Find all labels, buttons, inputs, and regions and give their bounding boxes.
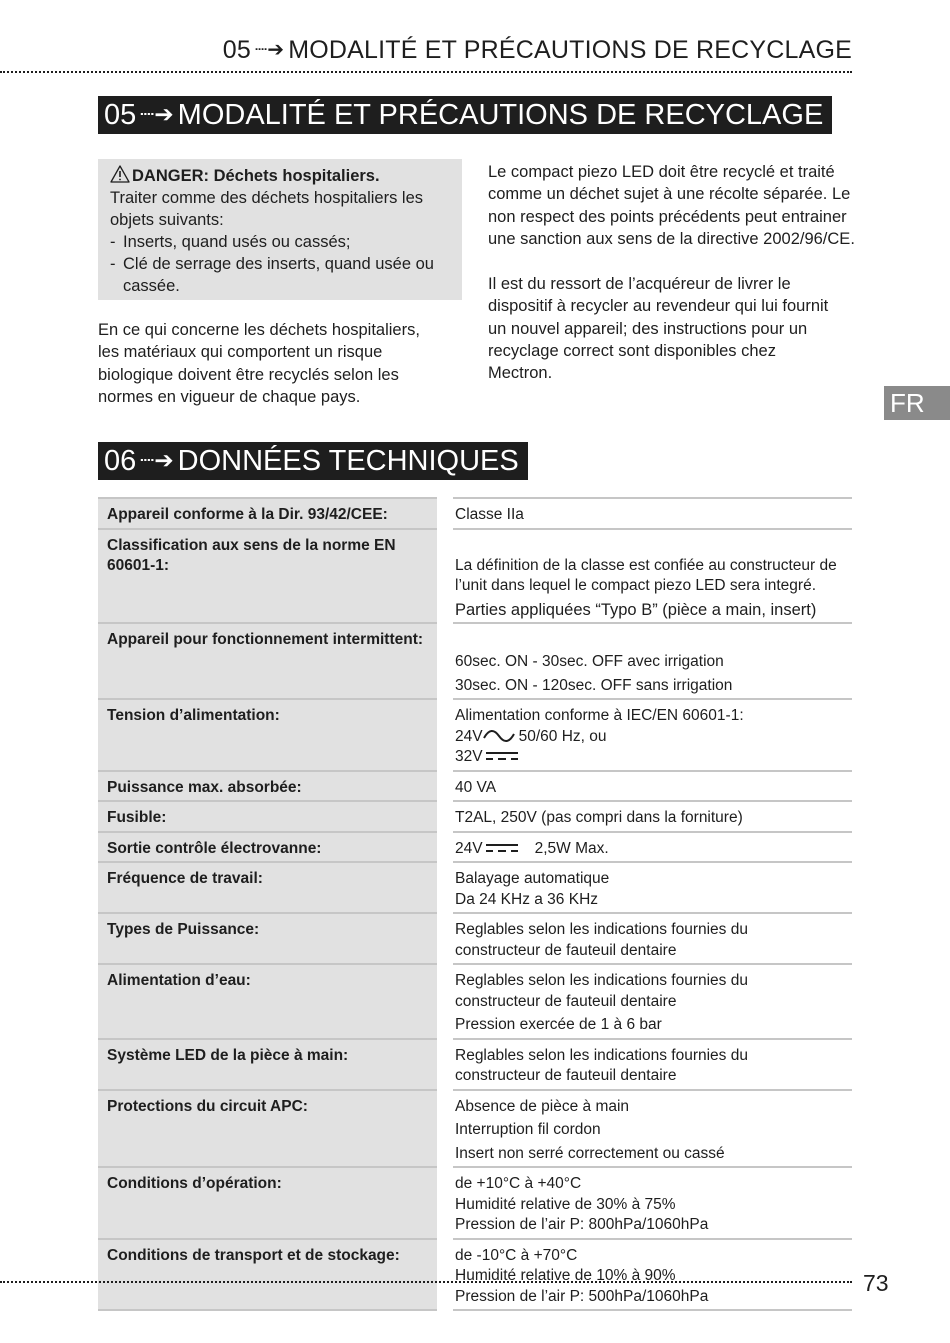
spec-value-line: Interruption fil cordon bbox=[455, 1121, 601, 1138]
spec-value-line: Reglables selon les indications fournies du constructeur de fauteuil dentaire bbox=[455, 972, 748, 1010]
spec-value bbox=[445, 1090, 852, 1168]
spec-label: Classification aux sens de la norme EN 60601-1: bbox=[98, 529, 445, 624]
spec-value-line: Insert non serré correctement ou cassé bbox=[455, 1144, 725, 1162]
spec-value bbox=[445, 1239, 852, 1311]
spec-value bbox=[445, 801, 852, 832]
spec-value-line: Humidité relative de 10% à 90% bbox=[455, 1267, 676, 1284]
buyer-responsibility-paragraph: Il est du ressort de l’acquéreur de livrer le dispositif à recycler au revendeur qui lui fournit un nouvel appareil; des instructions pour un recyclage correct sont disponibles chez Mectron. bbox=[488, 275, 829, 383]
ac-voltage: 24V bbox=[455, 727, 483, 745]
dc-symbol-icon bbox=[485, 750, 519, 762]
spec-label: Système LED de la pièce à main: bbox=[98, 1039, 445, 1090]
spec-value-line: Absence de pièce à main bbox=[455, 1097, 630, 1115]
warning-triangle-icon bbox=[110, 165, 130, 183]
spec-value-line: de -10°C à +70°C bbox=[455, 1246, 578, 1264]
spec-value bbox=[445, 832, 852, 863]
table-row bbox=[98, 801, 852, 832]
spec-value-line: Pression exercée de 1 à 6 bar bbox=[455, 1016, 662, 1033]
page-number: 73 bbox=[863, 1270, 889, 1296]
running-header bbox=[223, 36, 852, 65]
dc-supply-line bbox=[455, 747, 844, 768]
running-header-number: 05 bbox=[222, 36, 251, 64]
dc-output-line bbox=[455, 839, 844, 860]
spec-label: Types de Puissance: bbox=[98, 913, 445, 964]
table-row bbox=[98, 1167, 852, 1239]
footer-divider bbox=[0, 1281, 852, 1283]
danger-title: DANGER: Déchets hospitaliers. bbox=[132, 167, 380, 185]
spec-value bbox=[445, 862, 852, 913]
spec-label: Appareil pour fonctionnement intermittent: bbox=[98, 623, 445, 699]
spec-label: Fréquence de travail: bbox=[98, 862, 445, 913]
danger-intro: Traiter comme des déchets hospitaliers les objets suivants: bbox=[110, 189, 424, 229]
spec-value-line: Pression de l’air P: 500hPa/1060hPa bbox=[455, 1287, 709, 1305]
danger-heading bbox=[110, 165, 452, 187]
spec-label: Tension d’alimentation: bbox=[98, 699, 445, 771]
section-05-number: 05 bbox=[104, 99, 137, 131]
dotted-arrow-icon: ┈➔ bbox=[255, 39, 285, 61]
running-header-title: MODALITÉ ET PRÉCAUTIONS DE RECYCLAGE bbox=[288, 36, 852, 64]
spec-value bbox=[445, 1167, 852, 1239]
spec-label: Appareil conforme à la Dir. 93/42/CEE: bbox=[98, 498, 445, 529]
spec-value bbox=[445, 623, 852, 699]
spec-label: Conditions de transport et de stockage: bbox=[98, 1239, 445, 1311]
table-row bbox=[98, 964, 852, 1039]
table-row bbox=[98, 913, 852, 964]
spec-label: Alimentation d’eau: bbox=[98, 964, 445, 1039]
spec-value bbox=[445, 1039, 852, 1090]
spec-label: Conditions d’opération: bbox=[98, 1167, 445, 1239]
spec-value-line bbox=[455, 630, 844, 652]
spec-value-line: Classe IIa bbox=[455, 506, 524, 523]
spec-value-line: Alimentation conforme à IEC/EN 60601-1: bbox=[455, 707, 744, 724]
header-divider bbox=[0, 71, 852, 73]
danger-list bbox=[110, 231, 452, 297]
technical-data-table bbox=[98, 497, 852, 1311]
spec-value-line: Parties appliquées “Typo B” (pièce a main, insert) bbox=[455, 600, 817, 619]
danger-list-item: - Clé de serrage des inserts, quand usée ou cassée. bbox=[110, 253, 452, 297]
spec-value bbox=[445, 699, 852, 771]
danger-box bbox=[98, 159, 462, 300]
table-row bbox=[98, 1239, 852, 1311]
table-row bbox=[98, 498, 852, 529]
spec-value-line: 30sec. ON - 120sec. OFF sans irrigation bbox=[455, 676, 733, 694]
section-05-title-text: MODALITÉ ET PRÉCAUTIONS DE RECYCLAGE bbox=[177, 99, 824, 131]
table-row bbox=[98, 623, 852, 699]
section-06-title-text: DONNÉES TECHNIQUES bbox=[177, 445, 519, 477]
table-row bbox=[98, 699, 852, 771]
spec-value-line: 40 VA bbox=[455, 778, 497, 796]
spec-value bbox=[445, 913, 852, 964]
spec-value-line: Balayage automatique bbox=[455, 870, 610, 887]
table-row bbox=[98, 1039, 852, 1090]
table-row bbox=[98, 1090, 852, 1168]
spec-label: Sortie contrôle électrovanne: bbox=[98, 832, 445, 863]
language-tab: FR bbox=[884, 386, 950, 420]
spec-value-line: Reglables selon les indications fournies du constructeur de fauteuil dentaire bbox=[455, 1046, 748, 1084]
dc-symbol-icon bbox=[485, 842, 519, 854]
danger-list-item: - Inserts, quand usés ou cassés; bbox=[110, 231, 452, 253]
spec-value-line: de +10°C à +40°C bbox=[455, 1175, 582, 1192]
ac-supply-line bbox=[455, 727, 844, 748]
recycling-paragraph: Le compact piezo LED doit être recyclé et traité comme un déchet sujet à une récolte séparée. Le non respect des points précédents peut entrainer une sanction aux sens de la directive 2002/96/CE. bbox=[488, 163, 855, 248]
section-05-title bbox=[98, 96, 832, 134]
spec-value bbox=[445, 498, 852, 529]
spec-value-line: 60sec. ON - 30sec. OFF avec irrigation bbox=[455, 653, 724, 670]
spec-value bbox=[445, 964, 852, 1039]
spec-value-line: Da 24 KHz a 36 KHz bbox=[455, 890, 599, 908]
ac-symbol-icon bbox=[483, 729, 515, 743]
spec-value-line: T2AL, 250V (pas compri dans la forniture) bbox=[455, 809, 743, 826]
hospital-waste-paragraph: En ce qui concerne les déchets hospitaliers, les matériaux qui comportent un risque biologique doivent être recyclés selon les normes en vigueur de chaque pays. bbox=[98, 321, 420, 406]
dc-voltage: 32V bbox=[455, 748, 483, 765]
spec-value-line: Pression de l’air P: 800hPa/1060hPa bbox=[455, 1216, 709, 1233]
spec-value bbox=[445, 529, 852, 624]
spec-label: Puissance max. absorbée: bbox=[98, 771, 445, 802]
spec-label: Protections du circuit APC: bbox=[98, 1090, 445, 1168]
section-06-title bbox=[98, 442, 528, 480]
spec-value bbox=[445, 771, 852, 802]
spec-label: Fusible: bbox=[98, 801, 445, 832]
table-row bbox=[98, 862, 852, 913]
ac-frequency: 50/60 Hz, ou bbox=[518, 727, 607, 745]
dc-output-power: 2,5W Max. bbox=[534, 839, 609, 857]
spec-value-line: Reglables selon les indications fournies du constructeur de fauteuil dentaire bbox=[455, 921, 748, 959]
dc-output-voltage: 24V bbox=[455, 839, 483, 857]
spec-value-line bbox=[455, 536, 844, 556]
table-row bbox=[98, 832, 852, 863]
table-row bbox=[98, 529, 852, 624]
spec-value-line: Humidité relative de 30% à 75% bbox=[455, 1195, 676, 1213]
dotted-arrow-icon: ┈➔ bbox=[140, 101, 174, 127]
spec-value-line: La définition de la classe est confiée au constructeur de l’unit dans lequel le compact piezo LED sera integré. bbox=[455, 556, 837, 594]
section-06-number: 06 bbox=[104, 445, 137, 477]
table-row bbox=[98, 771, 852, 802]
dotted-arrow-icon: ┈➔ bbox=[140, 447, 174, 473]
